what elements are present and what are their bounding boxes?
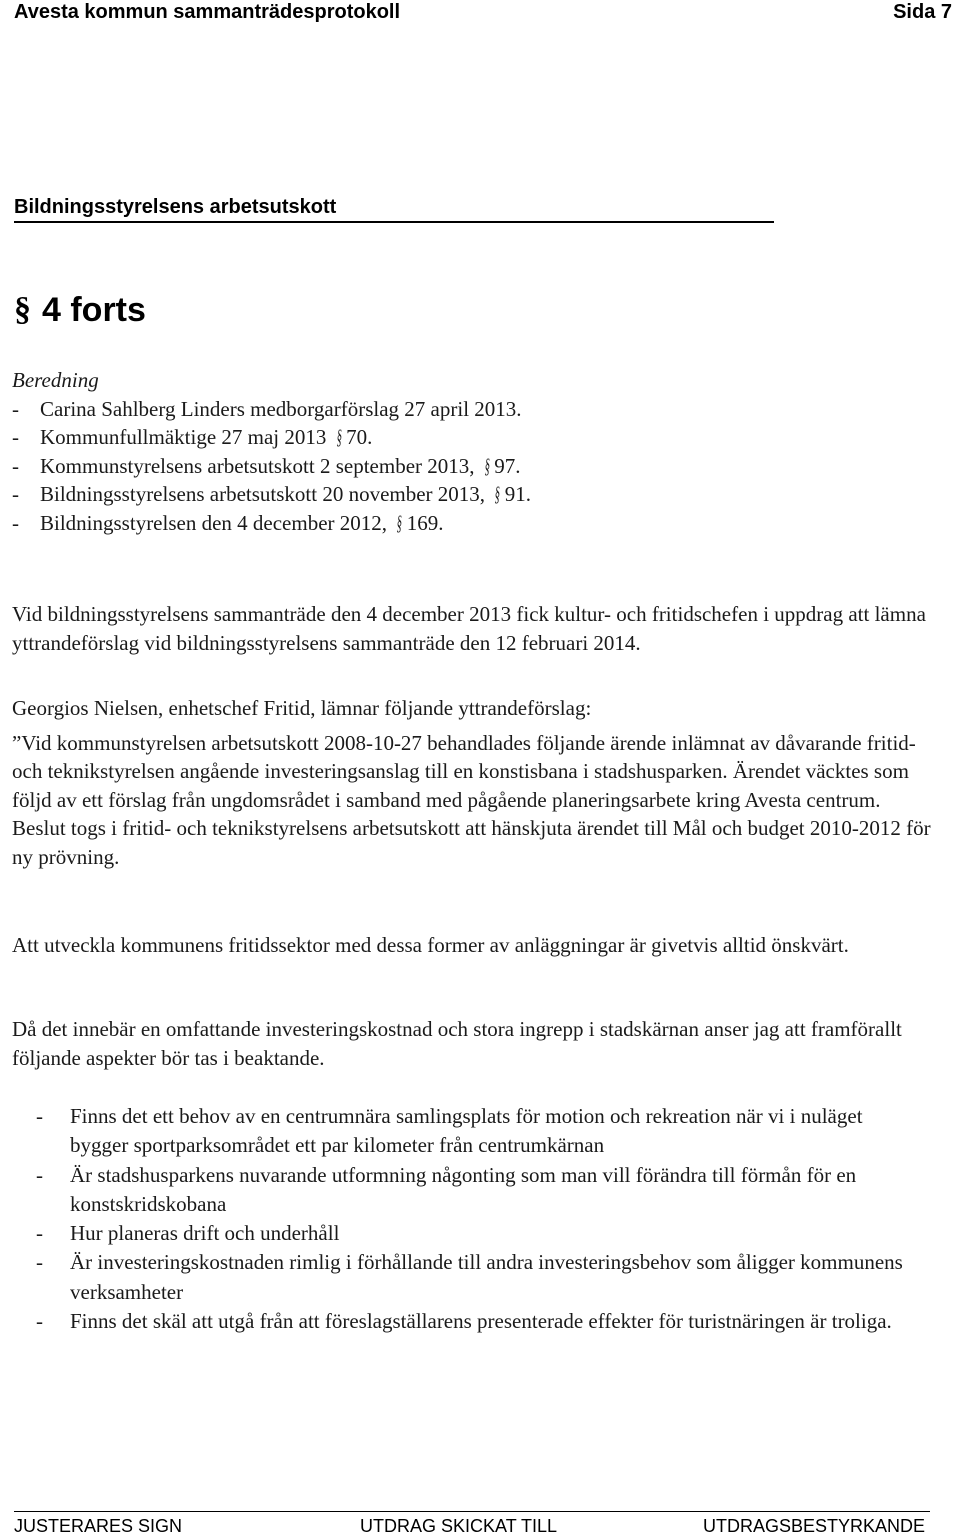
- page-header: [14, 0, 952, 26]
- section-symbol: §: [494, 482, 501, 507]
- paragraph-yttrandeforslag: [12, 694, 932, 872]
- paragraph-label: 4 forts: [42, 291, 146, 329]
- aspekter-list: [36, 1102, 926, 1336]
- list-item: - Finns det ett behov av en centrumnära samlingsplats för motion och rekreation när vi i nuläget bygger sportparksområdet ett par kilometer från centrumkärnan: [36, 1104, 863, 1158]
- list-item: - Är investeringskostnaden rimlig i förhållande till andra investeringsbehov som åligger kommunens verksamheter: [36, 1250, 903, 1304]
- section-heading: Bildningsstyrelsens arbetsutskott: [14, 196, 337, 218]
- list-item: - Är stadshusparkens nuvarande utformning någonting som man vill förändra till förmån för en konstskridskobana: [36, 1162, 857, 1216]
- section-symbol: §: [14, 291, 31, 328]
- beredning-item: - Bildningsstyrelsens arbetsutskott 20 november 2013, § 91.: [12, 480, 932, 509]
- yttrande-quote: ”Vid kommunstyrelsen arbetsutskott 2008-10-27 behandlades följande ärende inlämnat av dåvarande fritid- och teknikstyrelsen angående investeringsanslag till en konstisbana i stadshusparken. Ärendet väcktes som följd av ett förslag från ungdomsrådet i samband med pågående planeringsarbete kring Avesta centrum.: [12, 730, 916, 812]
- footer-rule: [14, 1511, 930, 1512]
- heading-underline: [14, 221, 774, 223]
- yttrande-beslut: Beslut togs i fritid- och teknikstyrelsens arbetsutskott att hänskjuta ärendet till Mål och budget 2010-2012 för ny prövning.: [12, 816, 931, 869]
- paragraph-utveckla: Att utveckla kommunens fritidssektor med dessa former av anläggningar är givetvis alltid önskvärt.: [12, 933, 849, 957]
- paragraph-uppdrag: Vid bildningsstyrelsens sammanträde den 4 december 2013 fick kultur- och fritidschefen i uppdrag att lämna yttrandeförslag vid bildningsstyrelsens sammanträde den 12 februari 2014.: [12, 602, 926, 655]
- document-title: Avesta kommun sammanträdesprotokoll: [14, 1, 401, 23]
- section-symbol: §: [336, 425, 342, 450]
- justerares-sign-label: JUSTERARES SIGN: [14, 1516, 183, 1536]
- page-footer: [0, 1511, 960, 1536]
- section-symbol: §: [396, 510, 403, 535]
- section-symbol: §: [484, 453, 490, 478]
- page-number: Sida 7: [893, 1, 952, 23]
- beredning-item: - Kommunstyrelsens arbetsutskott 2 september 2013, § 97.: [12, 452, 932, 481]
- paragraph-aspekter: Då det innebär en omfattande investeringskostnad och stora ingrepp i stadskärnan anser jag att framförallt följande aspekter bör tas i beaktande.: [12, 1017, 902, 1070]
- beredning-item: - Bildningsstyrelsen den 4 december 2012, § 169.: [12, 509, 932, 538]
- beredning-item: - Kommunfullmäktige 27 maj 2013 § 70.: [12, 423, 932, 452]
- list-item: - Hur planeras drift och underhåll: [36, 1221, 340, 1246]
- beredning-label: Beredning: [12, 368, 99, 392]
- utdrag-skickat-label: UTDRAG SKICKAT TILL: [360, 1516, 558, 1536]
- paragraph-number: [14, 288, 146, 332]
- beredning-block: [12, 366, 932, 538]
- utdragsbestyrkande-label: UTDRAGSBESTYRKANDE: [703, 1516, 926, 1536]
- list-item: - Finns det skäl att utgå från att föreslagställarens presenterade effekter för turistnäringen är troliga.: [36, 1309, 892, 1334]
- beredning-item: - Carina Sahlberg Linders medborgarförslag 27 april 2013.: [12, 396, 522, 421]
- yttrande-intro: Georgios Nielsen, enhetschef Fritid, lämnar följande yttrandeförslag:: [12, 696, 592, 720]
